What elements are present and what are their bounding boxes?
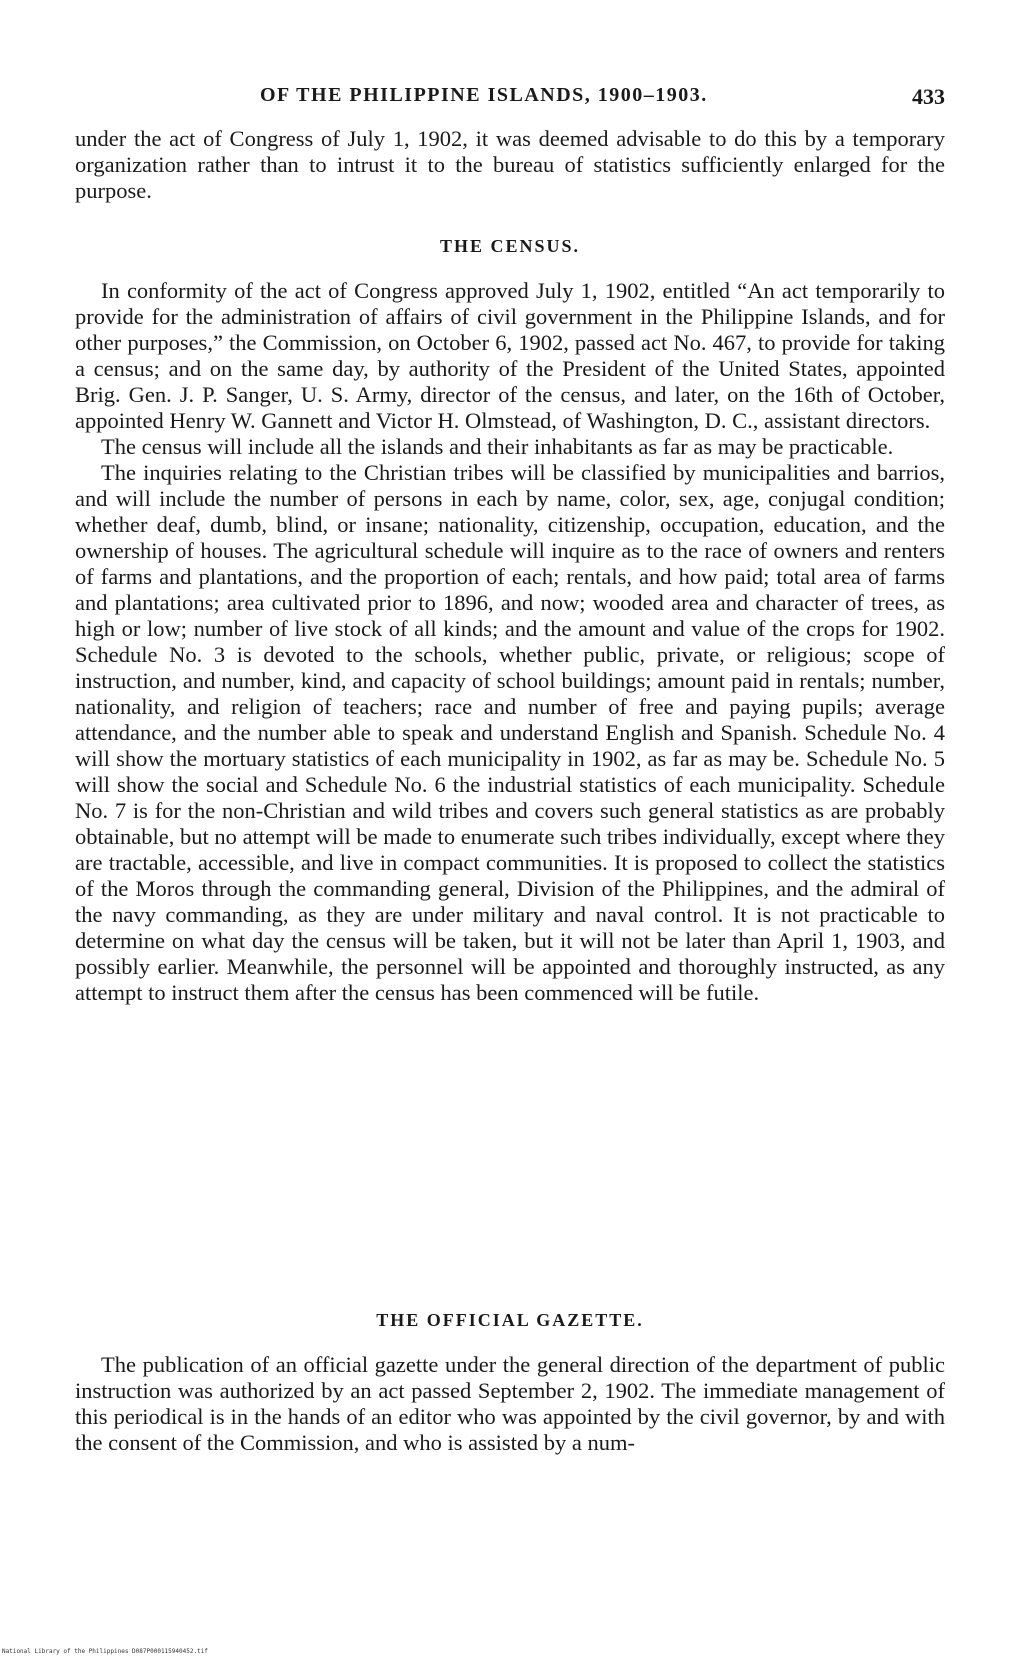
census-paragraph: The census will include all the islands and their inhabitants as far as may be practicable. <box>101 434 894 459</box>
census-paragraph: The inquiries relating to the Christian tribes will be classified by municipalities and barrios, and will include the number of persons in each by name, color, sex, age, conjugal condition; whether deaf, dumb, blind, or insane; nationality, citizenship, occupation, education, and the ownership of houses. The agricultural schedule will inquire as to the race of owners and renters of farms and plantations, and the proportion of each; rentals, and how paid; total area of farms and plantations; area cultivated prior to 1896, and now; wooded area and character of trees, as high or low; number of live stock of all kinds; and the amount and value of the crops for 1902. Schedule No. 3 is devoted to the schools, whether public, private, or religious; scope of instruction, and number, kind, and capacity of school buildings; amount paid in rentals; number, nationality, and religion of teachers; race and number of free and paying pupils; average attendance, and the number able to speak and understand English and Spanish. Schedule No. 4 will show the mortuary statistics of each municipality in 1902, as far as may be. Schedule No. 5 will show the social and Schedule No. 6 the industrial statistics of each municipality. Schedule No. 7 is for the non-Christian and wild tribes and covers such general statistics as are probably obtainable, but no attempt will be made to enumerate such tribes individually, except where they are tractable, accessible, and live in compact communities. It is proposed to collect the statistics of the Moros through the commanding general, Division of the Philippines, and the admiral of the navy commanding, as they are under military and naval control. It is not practicable to determine on what day the census will be taken, but it will not be later than April 1, 1903, and possibly earlier. Meanwhile, the personnel will be appointed and thoroughly instructed, as any attempt to instruct them after the census has been commenced will be futile. <box>75 460 945 1005</box>
gazette-text <box>75 1352 945 1456</box>
intro-text <box>75 126 945 204</box>
running-head <box>75 80 945 110</box>
running-title: OF THE PHILIPPINE ISLANDS, 1900–1903. <box>260 84 708 106</box>
census-paragraph: In conformity of the act of Congress approved July 1, 1902, entitled “An act temporarily to provide for the administration of affairs of civil government in the Philippine Islands, and for other purposes,” the Commission, on October 6, 1902, passed act No. 467, to provide for taking a census; and on the same day, by authority of the President of the United States, appointed Brig. Gen. J. P. Sanger, U. S. Army, director of the census, and later, on the 16th of October, appointed Henry W. Gannett and Victor H. Olmstead, of Washington, D. C., assistant directors. <box>75 278 945 433</box>
gazette-heading: THE OFFICIAL GAZETTE. <box>376 1310 644 1330</box>
intro-paragraph: under the act of Congress of July 1, 1902, it was deemed advisable to do this by a temporary organization rather than to intrust it to the bureau of statistics sufficiently enlarged for the purpose. <box>75 126 945 203</box>
gazette-paragraph: The publication of an official gazette under the general direction of the department of public instruction was authorized by an act passed September 2, 1902. The immediate management of this periodical is in the hands of an editor who was appointed by the civil governor, by and with the consent of the Commission, and who is assisted by a num- <box>75 1352 945 1455</box>
page-number: 433 <box>912 84 945 109</box>
scan-footer: National Library of the Philippines D087P000115940452.tif <box>2 1648 208 1655</box>
census-heading: THE CENSUS. <box>439 236 581 256</box>
census-text <box>75 278 945 1006</box>
